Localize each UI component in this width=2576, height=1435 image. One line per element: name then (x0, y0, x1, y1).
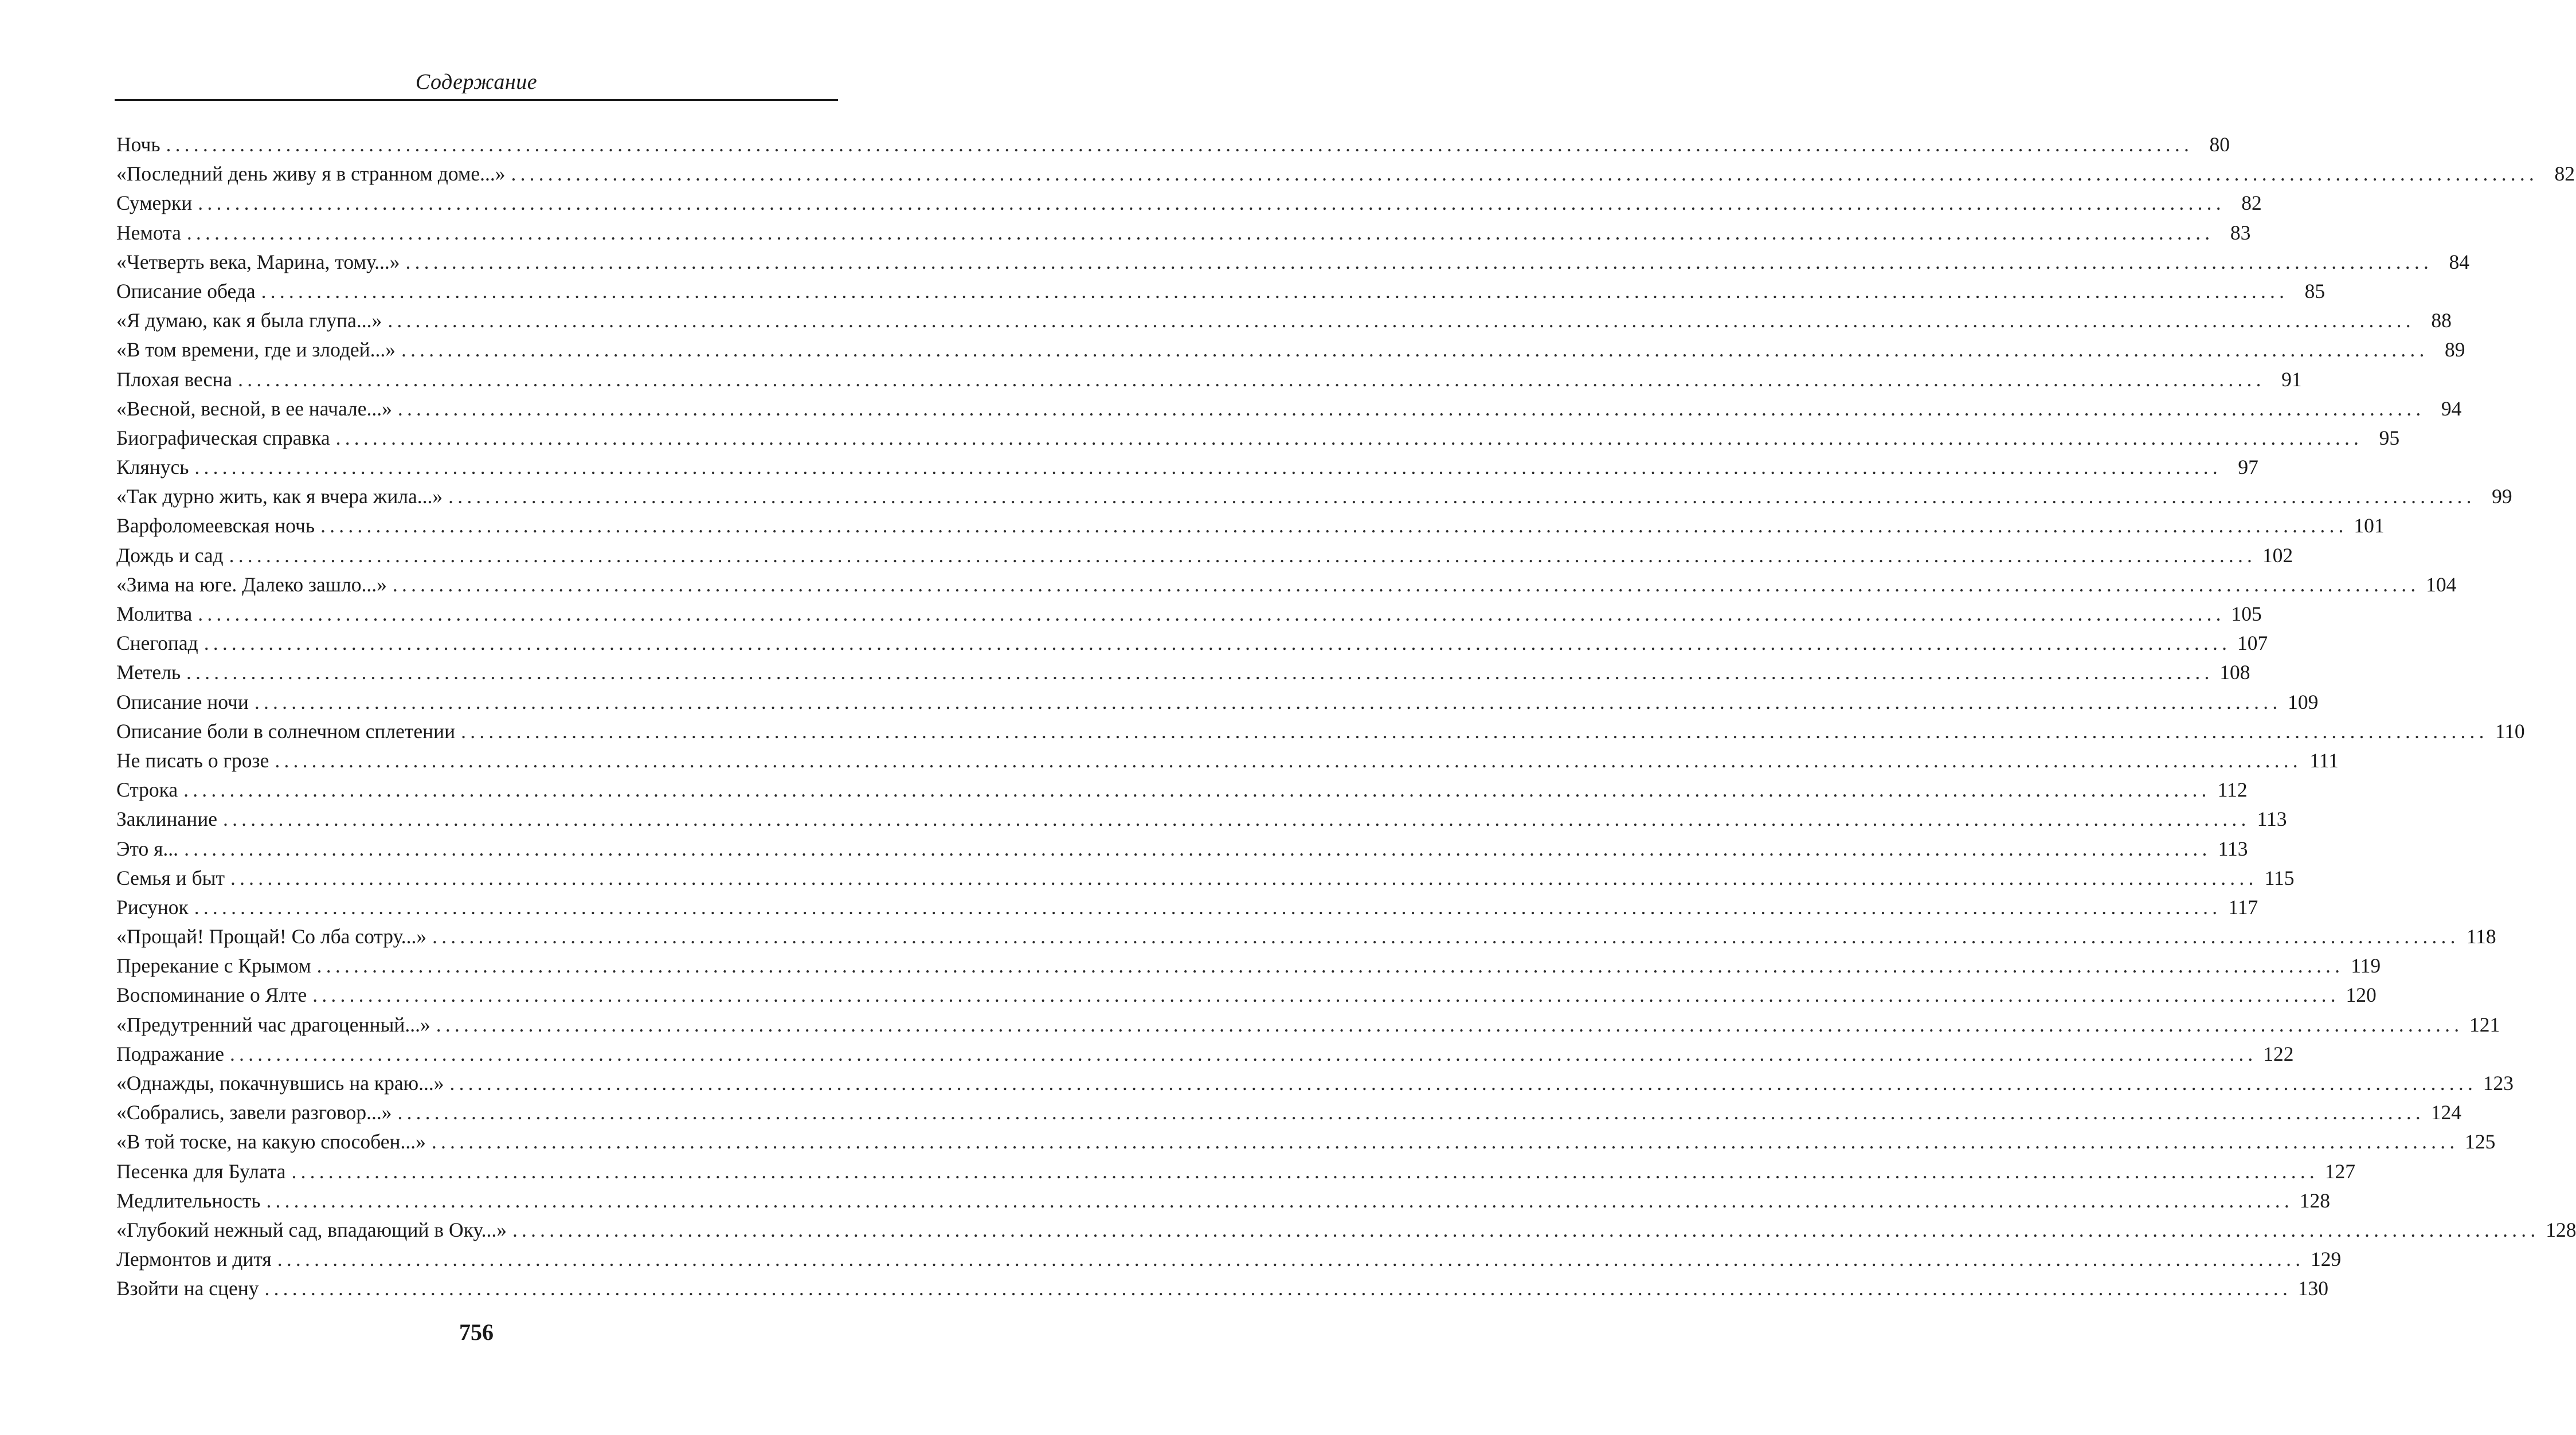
toc-entry (116, 1010, 2500, 1040)
toc-entry-page-number: 118 (2466, 925, 2496, 948)
toc-entry-title: Сумерки (116, 191, 193, 215)
dot-leader: ............................................................................................................................................................................................................................ (261, 279, 2289, 303)
toc-entry-page-number: 95 (2379, 426, 2400, 449)
toc-entry (116, 893, 2258, 922)
dot-leader: ............................................................................................................................................................................................................................ (198, 602, 2225, 625)
toc-entry-title: Дождь и сад (116, 543, 224, 567)
toc-entry-page-number: 128 (2299, 1189, 2330, 1212)
toc-entry-page-number: 88 (2431, 309, 2452, 332)
toc-entry-page-number: 123 (2483, 1072, 2514, 1095)
toc-entry-page-number: 125 (2465, 1130, 2496, 1154)
toc-entry (116, 775, 2248, 805)
toc-entry-title: Пререкание с Крымом (116, 954, 311, 978)
toc-entry (116, 453, 2258, 482)
toc-entry-page-number: 84 (2449, 250, 2470, 273)
dot-leader: ............................................................................................................................................................................................................................ (335, 426, 2363, 449)
toc-entry-page-number: 130 (2297, 1277, 2329, 1300)
dot-leader: ............................................................................................................................................................................................................................ (449, 1072, 2477, 1095)
toc-entry-title: «Глубокий нежный сад, впадающий в Оку...» (116, 1218, 507, 1241)
toc-entry-title: Плохая весна (116, 367, 233, 391)
toc-entry-title: Песенка для Булата (116, 1159, 286, 1183)
toc-entry-title: «Четверть века, Марина, тому...» (116, 250, 400, 273)
toc-entry-page-number: 104 (2426, 573, 2457, 596)
toc-entry-page-number: 80 (2209, 133, 2230, 156)
toc-entry-page-number: 107 (2237, 632, 2268, 655)
toc-entry-title: Метель (116, 661, 181, 684)
dot-leader: ............................................................................................................................................................................................................................ (316, 954, 2344, 978)
toc-entry-title: «Прощай! Прощай! Со лба сотру...» (116, 925, 427, 948)
dot-leader: ............................................................................................................................................................................................................................ (461, 719, 2488, 743)
dot-leader: ............................................................................................................................................................................................................................ (229, 543, 2257, 567)
dot-leader: ............................................................................................................................................................................................................................ (229, 1042, 2257, 1065)
toc-entry-page-number: 101 (2354, 514, 2385, 538)
toc-entry (116, 248, 2470, 277)
dot-leader: ............................................................................................................................................................................................................................ (512, 1218, 2540, 1241)
toc-entry-title: «Предутренний час драгоценный...» (116, 1013, 430, 1036)
toc-entry-title: «Я думаю, как я была глупа...» (116, 309, 382, 332)
toc-entry (116, 688, 2319, 717)
toc-entry-page-number: 83 (2230, 221, 2251, 244)
dot-leader: ............................................................................................................................................................................................................................ (186, 221, 2214, 244)
toc-entry (116, 951, 2381, 981)
toc-entry (116, 570, 2457, 599)
dot-leader: ............................................................................................................................................................................................................................ (184, 837, 2211, 860)
toc-entry-title: «Однажды, покачнувшись на краю...» (116, 1072, 444, 1095)
toc-entry-page-number: 113 (2257, 807, 2287, 831)
toc-entry-title: «Собрались, завели разговор...» (116, 1101, 392, 1124)
toc-entry (116, 482, 2512, 511)
toc-entry-title: Рисунок (116, 895, 189, 919)
toc-entry (116, 159, 2575, 189)
toc-entry-page-number: 109 (2288, 690, 2319, 713)
toc-entry-page-number: 122 (2263, 1042, 2294, 1065)
toc-entry-page-number: 99 (2492, 485, 2512, 508)
toc-entry-page-number: 94 (2441, 397, 2462, 420)
toc-entry-page-number: 111 (2309, 748, 2339, 772)
toc-entry-page-number: 120 (2346, 983, 2377, 1007)
dot-leader: ............................................................................................................................................................................................................................ (432, 925, 2460, 948)
toc-entry (116, 1245, 2342, 1274)
toc-entry-page-number: 97 (2238, 456, 2258, 479)
toc-entry-page-number: 117 (2228, 895, 2258, 919)
dot-leader: ............................................................................................................................................................................................................................ (223, 807, 2250, 831)
toc-entry-page-number: 119 (2351, 954, 2381, 978)
toc-entry (116, 981, 2377, 1010)
dot-leader: ............................................................................................................................................................................................................................ (264, 1277, 2292, 1300)
toc-entry-title: Не писать о грозе (116, 748, 269, 772)
dot-leader: ............................................................................................................................................................................................................................ (183, 778, 2211, 802)
toc-entry-page-number: 85 (2304, 279, 2326, 303)
dot-leader: ............................................................................................................................................................................................................................ (277, 1248, 2305, 1271)
toc-entry-page-number: 121 (2469, 1013, 2500, 1036)
running-head: Содержание (415, 70, 538, 94)
toc-entry (116, 424, 2400, 453)
toc-entry-title: «Весной, весной, в ее начале...» (116, 397, 392, 420)
toc-entry-title: Строка (116, 778, 178, 802)
dot-leader: ............................................................................................................................................................................................................................ (230, 866, 2258, 889)
toc-entry (116, 658, 2250, 687)
toc-entry-title: Молитва (116, 602, 193, 625)
toc-entry (116, 922, 2496, 951)
toc-entry (116, 1040, 2294, 1069)
toc-entry (116, 130, 2230, 159)
toc-entry (116, 335, 2465, 364)
toc-entry (116, 541, 2293, 570)
toc-entry-page-number: 112 (2217, 778, 2248, 802)
dot-leader: ............................................................................................................................................................................................................................ (431, 1130, 2459, 1154)
toc-entry-title: «Последний день живу я в странном доме...» (116, 162, 506, 186)
dot-leader: ............................................................................................................................................................................................................................ (266, 1189, 2293, 1212)
toc-entry-title: Медлительность (116, 1189, 261, 1212)
toc-entry-page-number: 105 (2231, 602, 2262, 625)
toc-entry (116, 717, 2525, 746)
toc-entry-title: Это я... (116, 837, 179, 860)
toc-entry-title: «Зима на юге. Далеко зашло...» (116, 573, 387, 596)
toc-entry (116, 189, 2262, 218)
dot-leader: ............................................................................................................................................................................................................................ (320, 514, 2348, 538)
dot-leader: ............................................................................................................................................................................................................................ (392, 573, 2420, 596)
dot-leader: ............................................................................................................................................................................................................................ (194, 456, 2222, 479)
dot-leader: ............................................................................................................................................................................................................................ (312, 983, 2340, 1007)
toc-entry (116, 365, 2302, 394)
toc-entry-title: Описание обеда (116, 279, 256, 303)
dot-leader: ............................................................................................................................................................................................................................ (511, 162, 2538, 186)
toc-entry-page-number: 102 (2262, 543, 2293, 567)
toc-entry-title: «В том времени, где и злодей...» (116, 338, 396, 362)
toc-entry-page-number: 128 (2546, 1218, 2576, 1241)
toc-entry (116, 834, 2248, 864)
toc-entry-title: Описание ночи (116, 690, 249, 713)
dot-leader: ............................................................................................................................................................................................................................ (194, 895, 2222, 919)
toc-entry (116, 277, 2326, 306)
dot-leader: ............................................................................................................................................................................................................................ (387, 309, 2415, 332)
page-number: 756 (459, 1319, 494, 1345)
toc-entry-page-number: 89 (2445, 338, 2465, 362)
toc-entry-title: «Так дурно жить, как я вчера жила...» (116, 485, 443, 508)
dot-leader: ............................................................................................................................................................................................................................ (291, 1159, 2319, 1183)
toc-entry-page-number: 108 (2219, 661, 2250, 684)
toc-entry (116, 306, 2452, 335)
toc-entry (116, 599, 2262, 629)
toc-entry (116, 1216, 2576, 1245)
toc-entry (116, 1127, 2496, 1156)
toc-entry (116, 1186, 2330, 1216)
toc-entry-title: Ночь (116, 133, 160, 156)
toc-entry-page-number: 129 (2311, 1248, 2342, 1271)
toc-entry (116, 864, 2295, 893)
toc-entry-title: Варфоломеевская ночь (116, 514, 315, 538)
dot-leader: ............................................................................................................................................................................................................................ (448, 485, 2476, 508)
toc-entry-page-number: 82 (2554, 162, 2575, 186)
toc-entry-title: «В той тоске, на какую способен...» (116, 1130, 426, 1154)
toc-entry (116, 1098, 2461, 1127)
toc-entry-title: Немота (116, 221, 181, 244)
dot-leader: ............................................................................................................................................................................................................................ (397, 1101, 2425, 1124)
toc-entry-page-number: 110 (2495, 719, 2525, 743)
toc-entry-page-number: 91 (2281, 367, 2302, 391)
toc-entry-title: Клянусь (116, 456, 189, 479)
dot-leader: ............................................................................................................................................................................................................................ (203, 632, 2232, 655)
toc-entry-title: Воспоминание о Ялте (116, 983, 307, 1007)
dot-leader: ............................................................................................................................................................................................................................ (401, 338, 2429, 362)
toc-entry (116, 1069, 2514, 1098)
dot-leader: ............................................................................................................................................................................................................................ (275, 748, 2302, 772)
dot-leader: ............................................................................................................................................................................................................................ (254, 690, 2282, 713)
dot-leader: ............................................................................................................................................................................................................................ (238, 367, 2265, 391)
toc-entry-title: Биографическая справка (116, 426, 330, 449)
toc-entry-title: Семья и быт (116, 866, 225, 889)
toc-entry (116, 511, 2385, 540)
dot-leader: ............................................................................................................................................................................................................................ (436, 1013, 2464, 1036)
toc-entry (116, 1157, 2355, 1186)
toc-entry (116, 394, 2462, 424)
dot-leader: ............................................................................................................................................................................................................................ (166, 133, 2194, 156)
toc-entry-title: Взойти на сцену (116, 1277, 259, 1300)
table-of-contents (116, 130, 2576, 1304)
toc-entry (116, 629, 2268, 658)
toc-entry-title: Лермонтов и дитя (116, 1248, 272, 1271)
toc-entry-title: Описание боли в солнечном сплетении (116, 719, 456, 743)
toc-entry-page-number: 124 (2430, 1101, 2461, 1124)
toc-entry-page-number: 82 (2241, 191, 2262, 215)
toc-entry-title: Подражание (116, 1042, 224, 1065)
toc-entry-page-number: 113 (2218, 837, 2248, 860)
toc-entry-page-number: 127 (2324, 1159, 2355, 1183)
header-rule (115, 99, 838, 101)
dot-leader: ............................................................................................................................................................................................................................ (186, 661, 2214, 684)
toc-entry (116, 1274, 2329, 1303)
toc-entry (116, 746, 2339, 775)
toc-entry-page-number: 115 (2264, 866, 2295, 889)
dot-leader: ............................................................................................................................................................................................................................ (405, 250, 2433, 273)
dot-leader: ............................................................................................................................................................................................................................ (397, 397, 2425, 420)
toc-entry-title: Заклинание (116, 807, 218, 831)
toc-entry (116, 805, 2287, 834)
dot-leader: ............................................................................................................................................................................................................................ (198, 191, 2225, 215)
toc-entry (116, 218, 2251, 248)
toc-entry-title: Снегопад (116, 632, 198, 655)
